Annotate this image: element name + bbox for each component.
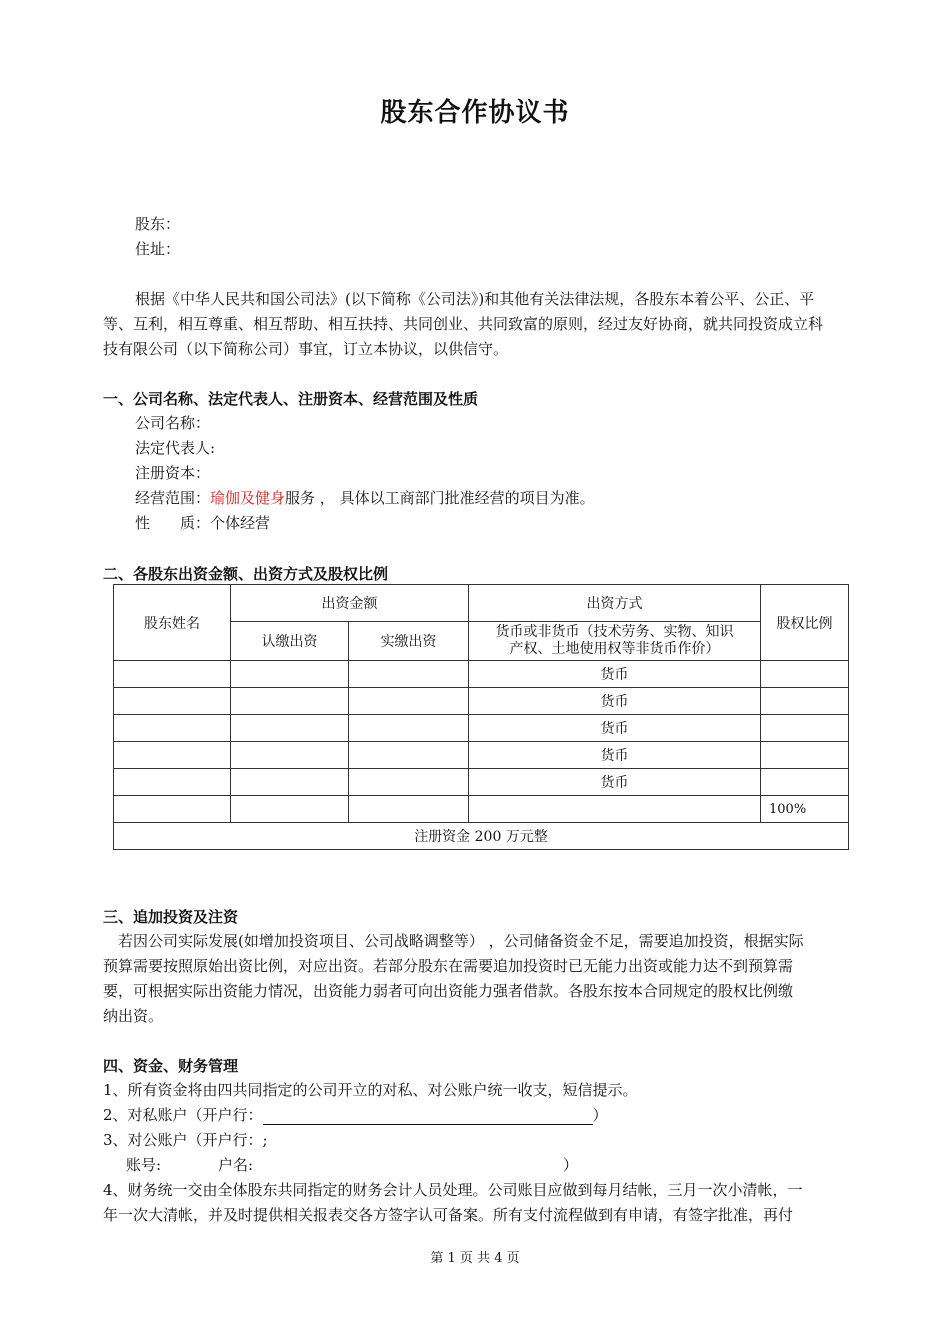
table-row xyxy=(114,769,849,796)
section4-item-1: 1、所有资金将由四共同指定的公司开立的对私、对公账户统一收支，短信提示。 xyxy=(103,1081,638,1099)
scope-highlight: 瑜伽及健身 xyxy=(210,489,286,507)
method-cell: 货币 xyxy=(469,742,761,769)
total-ratio-cell: 100% xyxy=(761,796,849,823)
section4-item-2 xyxy=(103,1105,608,1125)
table-row xyxy=(114,715,849,742)
business-scope xyxy=(135,488,595,508)
table-footer-row xyxy=(114,823,849,850)
account-close-paren: ） xyxy=(563,1156,579,1174)
scope-label: 经营范围： xyxy=(135,489,211,507)
section3-line-3: 要，可根据实际出资能力情况，出资能力弱者可向出资能力强者借款。各股东按本合同规定的股权比例缴 xyxy=(103,982,794,1000)
section4-item-3: 3、对公账户（开户行：; xyxy=(103,1131,268,1149)
section3-line-2: 预算需要按照原始出资比例，对应出资。若部分股东在需要追加投资时已无能力出资或能力达不到预算需 xyxy=(103,957,794,975)
col-header-ratio: 股权比例 xyxy=(761,585,849,661)
registered-capital-label: 注册资本： xyxy=(135,464,211,482)
section4-heading: 四、资金、财务管理 xyxy=(103,1057,239,1075)
subheader-method-line2: 产权、土地使用权等非货币作价） xyxy=(509,641,720,657)
company-nature xyxy=(135,513,270,533)
subheader-paid: 实缴出资 xyxy=(349,622,469,661)
shareholder-label: 股东： xyxy=(135,215,181,233)
private-account-suffix: ） xyxy=(592,1106,608,1124)
col-header-amount: 出资金额 xyxy=(231,585,469,622)
account-number-label: 账号: xyxy=(126,1156,162,1174)
table-row xyxy=(114,661,849,688)
table-row xyxy=(114,742,849,769)
section4-item-4-line-1: 4、财务统一交由全体股东共同指定的财务会计人员处理。公司账目应做到每月结帐，三月一次小清帐，一 xyxy=(103,1181,803,1199)
section3-line-4: 纳出资。 xyxy=(103,1007,164,1025)
section3-line-1: 若因公司实际发展(如增加投资项目、公司战略调整等） ，公司储备资金不足，需要追加投资，根据实际 xyxy=(118,932,804,950)
address-label: 住址： xyxy=(135,240,181,258)
table-row xyxy=(114,688,849,715)
section2-heading: 二、各股东出资金额、出资方式及股权比例 xyxy=(103,565,389,583)
subheader-method xyxy=(469,622,761,661)
method-cell: 货币 xyxy=(469,769,761,796)
method-cell: 货币 xyxy=(469,661,761,688)
method-cell: 货币 xyxy=(469,688,761,715)
table-row-total xyxy=(114,796,849,823)
company-name-label: 公司名称： xyxy=(135,414,211,432)
nature-value: 个体经营 xyxy=(210,514,271,532)
col-header-method: 出资方式 xyxy=(469,585,761,622)
private-bank-blank xyxy=(263,1108,593,1125)
subheader-method-line1: 货币或非货币（技术劳务、实物、知识 xyxy=(495,624,734,640)
investment-table xyxy=(113,584,849,850)
scope-rest: 服务 ， 具体以工商部门批准经营的项目为准。 xyxy=(285,489,595,507)
registered-capital-note: 注册资金 200 万元整 xyxy=(114,823,849,850)
section3-heading: 三、追加投资及注资 xyxy=(103,908,239,926)
intro-line-2: 等、互利，相互尊重、相互帮助、相互扶持、共同创业、共同致富的原则，经过友好协商，就共同投资成立科 xyxy=(103,315,824,333)
intro-line-1: 根据《中华人民共和国公司法》(以下简称《公司法》)和其他有关法律法规，各股东本着公平、公正、平 xyxy=(135,290,815,308)
section1-heading: 一、公司名称、法定代表人、注册资本、经营范围及性质 xyxy=(103,390,479,408)
private-account-prefix: 2、对私账户（开户行： xyxy=(103,1106,263,1124)
nature-label: 性 质： xyxy=(135,514,211,532)
legal-rep-label: 法定代表人: xyxy=(135,439,216,457)
page-number: 第 1 页 共 4 页 xyxy=(430,1251,520,1266)
account-name-label: 户名: xyxy=(218,1156,254,1174)
subheader-subscribed: 认缴出资 xyxy=(231,622,349,661)
method-cell: 货币 xyxy=(469,715,761,742)
col-header-name: 股东姓名 xyxy=(114,585,231,661)
section4-item-4-line-2: 年一次大清帐，并及时提供相关报表交各方签字认可备案。所有支付流程做到有申请，有签字批准，再付 xyxy=(103,1206,794,1224)
intro-line-3: 技有限公司（以下简称公司）事宜，订立本协议，以供信守。 xyxy=(103,340,509,358)
document-title: 股东合作协议书 xyxy=(380,98,570,128)
